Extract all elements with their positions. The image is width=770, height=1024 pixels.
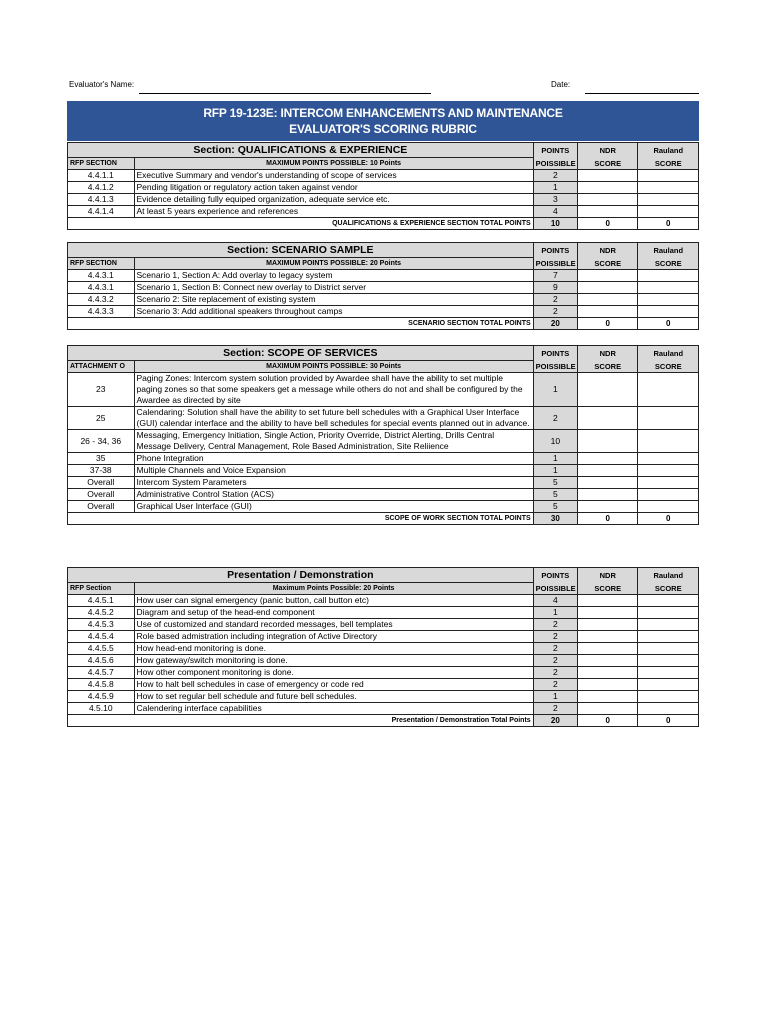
criteria-text: Calendaring: Solution shall have the ability to set future bell schedules with a Graphical User Interface (GUI) calendar interface and the ability to have bell schedules for special events planned out in advance. (134, 407, 533, 430)
points-header: POINTS (533, 568, 577, 583)
criteria-text: How user can signal emergency (panic button, call button etc) (134, 595, 533, 607)
ndr-score-cell[interactable] (578, 691, 638, 703)
date-label: Date: (551, 80, 571, 89)
rfp-section-ref: Overall (68, 501, 135, 513)
ndr-score-cell[interactable] (578, 501, 638, 513)
max-points-label: MAXIMUM POINTS POSSIBLE: 30 Points (134, 361, 533, 373)
points-possible: 2 (533, 679, 577, 691)
ndr-score-cell[interactable] (578, 306, 638, 318)
section-title: Section: SCOPE OF SERVICES (68, 346, 534, 361)
table-row (68, 407, 699, 430)
rubric-title-line1: RFP 19-123E: INTERCOM ENHANCEMENTS AND MAINTENANCE (203, 106, 563, 120)
rfp-section-ref: 37-38 (68, 465, 135, 477)
rauland-score-cell[interactable] (638, 595, 699, 607)
points-possible: 1 (533, 453, 577, 465)
rauland-score-header: SCORE (638, 158, 699, 170)
ndr-score-cell[interactable] (578, 430, 638, 453)
rauland-score-cell[interactable] (638, 294, 699, 306)
points-possible: 1 (533, 691, 577, 703)
criteria-text: Administrative Control Station (ACS) (134, 489, 533, 501)
table-row (68, 453, 699, 465)
rauland-score-cell[interactable] (638, 206, 699, 218)
ndr-total-score: 0 (578, 513, 638, 525)
table-row (68, 501, 699, 513)
criteria-text: Scenario 1, Section A: Add overlay to legacy system (134, 270, 533, 282)
ndr-score-cell[interactable] (578, 631, 638, 643)
criteria-text: How to halt bell schedules in case of emergency or code red (134, 679, 533, 691)
rauland-score-cell[interactable] (638, 619, 699, 631)
rfp-section-ref: 4.4.3.2 (68, 294, 135, 306)
points-header: POINTS (533, 243, 577, 258)
rfp-section-ref: 4.4.3.1 (68, 282, 135, 294)
rfp-section-ref: Overall (68, 489, 135, 501)
table-row (68, 489, 699, 501)
points-possible: 5 (533, 489, 577, 501)
max-points-label: MAXIMUM POINTS POSSIBLE: 10 Points (134, 158, 533, 170)
section-total-label: QUALIFICATIONS & EXPERIENCE SECTION TOTAL POINTS (68, 218, 534, 230)
evaluator-name-field[interactable] (139, 93, 431, 94)
points-possible: 1 (533, 182, 577, 194)
ndr-score-header: SCORE (578, 158, 638, 170)
rfp-section-ref: 4.4.5.3 (68, 619, 135, 631)
rubric-title-banner (67, 101, 699, 141)
first-column-header: RFP Section (68, 583, 135, 595)
possible-header: POISSIBLE (533, 361, 577, 373)
points-possible: 5 (533, 477, 577, 489)
rfp-section-ref: 23 (68, 373, 135, 407)
ndr-score-cell[interactable] (578, 607, 638, 619)
rfp-section-ref: 4.4.5.7 (68, 667, 135, 679)
rubric-title-line2: EVALUATOR'S SCORING RUBRIC (289, 122, 477, 136)
points-possible: 4 (533, 206, 577, 218)
table-row (68, 655, 699, 667)
rauland-score-cell[interactable] (638, 465, 699, 477)
possible-header: POISSIBLE (533, 258, 577, 270)
table-row (68, 373, 699, 407)
rfp-section-ref: 4.4.5.1 (68, 595, 135, 607)
criteria-text: Use of customized and standard recorded messages, bell templates (134, 619, 533, 631)
points-possible: 5 (533, 501, 577, 513)
points-possible: 2 (533, 407, 577, 430)
rauland-score-cell[interactable] (638, 194, 699, 206)
points-possible: 2 (533, 655, 577, 667)
criteria-text: At least 5 years experience and references (134, 206, 533, 218)
points-possible: 2 (533, 619, 577, 631)
ndr-score-cell[interactable] (578, 407, 638, 430)
table-row (68, 691, 699, 703)
ndr-score-cell[interactable] (578, 282, 638, 294)
criteria-text: Evidence detailing fully equiped organization, adequate service etc. (134, 194, 533, 206)
section-title: Section: SCENARIO SAMPLE (68, 243, 534, 258)
date-field[interactable] (585, 93, 699, 94)
rauland-score-cell[interactable] (638, 282, 699, 294)
ndr-score-cell[interactable] (578, 667, 638, 679)
points-possible: 1 (533, 373, 577, 407)
evaluator-name-label: Evaluator's Name: (69, 80, 135, 89)
ndr-score-cell[interactable] (578, 489, 638, 501)
rauland-score-cell[interactable] (638, 477, 699, 489)
table-row (68, 619, 699, 631)
table-row (68, 282, 699, 294)
section-title: Section: QUALIFICATIONS & EXPERIENCE (68, 143, 534, 158)
rfp-section-ref: 25 (68, 407, 135, 430)
table-row (68, 182, 699, 194)
rauland-score-cell[interactable] (638, 501, 699, 513)
ndr-score-header: SCORE (578, 583, 638, 595)
rauland-score-cell[interactable] (638, 182, 699, 194)
section-table (67, 242, 699, 330)
points-possible: 1 (533, 465, 577, 477)
table-row (68, 477, 699, 489)
rauland-total-score: 0 (638, 218, 699, 230)
points-possible: 2 (533, 667, 577, 679)
rfp-section-ref: 4.4.5.5 (68, 643, 135, 655)
points-possible: 3 (533, 194, 577, 206)
section-table (67, 345, 699, 525)
first-column-header: ATTACHMENT O (68, 361, 135, 373)
table-row (68, 465, 699, 477)
rauland-score-cell[interactable] (638, 667, 699, 679)
rfp-section-ref: 4.4.1.3 (68, 194, 135, 206)
table-row (68, 270, 699, 282)
points-possible: 10 (533, 430, 577, 453)
points-header: POINTS (533, 143, 577, 158)
ndr-score-cell[interactable] (578, 182, 638, 194)
first-column-header: RFP SECTION (68, 258, 135, 270)
rfp-section-ref: 4.4.1.1 (68, 170, 135, 182)
ndr-header: NDR (578, 346, 638, 361)
section-table (67, 142, 699, 230)
table-row (68, 430, 699, 453)
points-possible: 1 (533, 607, 577, 619)
max-points-label: Maximum Points Possible: 20 Points (134, 583, 533, 595)
rfp-section-ref: 4.4.1.2 (68, 182, 135, 194)
section-total-points: 20 (533, 715, 577, 727)
ndr-total-score: 0 (578, 715, 638, 727)
possible-header: POISSIBLE (533, 583, 577, 595)
points-possible: 2 (533, 170, 577, 182)
criteria-text: Pending litigation or regulatory action taken against vendor (134, 182, 533, 194)
rauland-header: Rauland (638, 568, 699, 583)
criteria-text: Role based admistration including integration of Active Directory (134, 631, 533, 643)
rauland-score-cell[interactable] (638, 691, 699, 703)
rfp-section-ref: Overall (68, 477, 135, 489)
criteria-text: Scenario 1, Section B: Connect new overlay to District server (134, 282, 533, 294)
ndr-total-score: 0 (578, 218, 638, 230)
table-row (68, 170, 699, 182)
criteria-text: Executive Summary and vendor's understanding of scope of services (134, 170, 533, 182)
rauland-score-cell[interactable] (638, 430, 699, 453)
table-row (68, 703, 699, 715)
rauland-score-header: SCORE (638, 583, 699, 595)
criteria-text: Messaging, Emergency Initiation, Single Action, Priority Override, District Alerting, Drills Central Message Delivery, Central Management, Role Based Administration, Site Reliience (134, 430, 533, 453)
ndr-score-cell[interactable] (578, 170, 638, 182)
rauland-score-cell[interactable] (638, 407, 699, 430)
points-possible: 7 (533, 270, 577, 282)
rauland-score-header: SCORE (638, 361, 699, 373)
points-possible: 2 (533, 631, 577, 643)
table-row (68, 194, 699, 206)
criteria-text: How head-end monitoring is done. (134, 643, 533, 655)
rauland-score-cell[interactable] (638, 607, 699, 619)
rfp-section-ref: 4.4.3.1 (68, 270, 135, 282)
first-column-header: RFP SECTION (68, 158, 135, 170)
rauland-header: Rauland (638, 143, 699, 158)
rauland-score-cell[interactable] (638, 270, 699, 282)
section-total-points: 10 (533, 218, 577, 230)
rauland-total-score: 0 (638, 715, 699, 727)
table-row (68, 294, 699, 306)
rauland-header: Rauland (638, 243, 699, 258)
criteria-text: Scenario 3: Add additional speakers throughout camps (134, 306, 533, 318)
points-possible: 2 (533, 643, 577, 655)
rauland-score-cell[interactable] (638, 489, 699, 501)
table-row (68, 667, 699, 679)
rauland-score-header: SCORE (638, 258, 699, 270)
ndr-score-cell[interactable] (578, 679, 638, 691)
section-total-label: SCOPE OF WORK SECTION TOTAL POINTS (68, 513, 534, 525)
rfp-section-ref: 4.5.10 (68, 703, 135, 715)
table-row (68, 595, 699, 607)
ndr-score-cell[interactable] (578, 595, 638, 607)
table-row (68, 607, 699, 619)
rfp-section-ref: 26 - 34, 36 (68, 430, 135, 453)
rauland-score-cell[interactable] (638, 655, 699, 667)
criteria-text: How to set regular bell schedule and future bell schedules. (134, 691, 533, 703)
criteria-text: Calendering interface capabilities (134, 703, 533, 715)
ndr-score-cell[interactable] (578, 619, 638, 631)
ndr-header: NDR (578, 143, 638, 158)
rauland-score-cell[interactable] (638, 631, 699, 643)
rauland-total-score: 0 (638, 513, 699, 525)
criteria-text: Multiple Channels and Voice Expansion (134, 465, 533, 477)
rauland-total-score: 0 (638, 318, 699, 330)
criteria-text: Diagram and setup of the head-end component (134, 607, 533, 619)
ndr-score-cell[interactable] (578, 194, 638, 206)
ndr-header: NDR (578, 243, 638, 258)
ndr-score-header: SCORE (578, 361, 638, 373)
section-total-label: Presentation / Demonstration Total Points (68, 715, 534, 727)
ndr-score-cell[interactable] (578, 294, 638, 306)
ndr-score-cell[interactable] (578, 206, 638, 218)
ndr-score-cell[interactable] (578, 655, 638, 667)
points-header: POINTS (533, 346, 577, 361)
criteria-text: How other component monitoring is done. (134, 667, 533, 679)
rauland-header: Rauland (638, 346, 699, 361)
ndr-total-score: 0 (578, 318, 638, 330)
rfp-section-ref: 4.4.5.6 (68, 655, 135, 667)
ndr-header: NDR (578, 568, 638, 583)
rauland-score-cell[interactable] (638, 643, 699, 655)
rfp-section-ref: 4.4.5.2 (68, 607, 135, 619)
ndr-score-cell[interactable] (578, 465, 638, 477)
ndr-score-cell[interactable] (578, 453, 638, 465)
criteria-text: Intercom System Parameters (134, 477, 533, 489)
criteria-text: Scenario 2: Site replacement of existing system (134, 294, 533, 306)
criteria-text: Graphical User Interface (GUI) (134, 501, 533, 513)
table-row (68, 643, 699, 655)
points-possible: 2 (533, 294, 577, 306)
rauland-score-cell[interactable] (638, 679, 699, 691)
rfp-section-ref: 4.4.1.4 (68, 206, 135, 218)
table-row (68, 206, 699, 218)
ndr-score-cell[interactable] (578, 703, 638, 715)
table-row (68, 306, 699, 318)
ndr-score-header: SCORE (578, 258, 638, 270)
table-row (68, 631, 699, 643)
rauland-score-cell[interactable] (638, 703, 699, 715)
rfp-section-ref: 4.4.5.8 (68, 679, 135, 691)
rauland-score-cell[interactable] (638, 306, 699, 318)
rauland-score-cell[interactable] (638, 453, 699, 465)
ndr-score-cell[interactable] (578, 270, 638, 282)
criteria-text: Paging Zones: Intercom system solution provided by Awardee shall have the ability to set multiple paging zones so that some speakers get a message while others do not and shall be configured by the Awardee as directed by site (134, 373, 533, 407)
points-possible: 4 (533, 595, 577, 607)
ndr-score-cell[interactable] (578, 373, 638, 407)
section-title: Presentation / Demonstration (68, 568, 534, 583)
rfp-section-ref: 4.4.5.9 (68, 691, 135, 703)
rfp-section-ref: 4.4.5.4 (68, 631, 135, 643)
table-row (68, 679, 699, 691)
section-total-label: SCENARIO SECTION TOTAL POINTS (68, 318, 534, 330)
section-total-points: 30 (533, 513, 577, 525)
rfp-section-ref: 4.4.3.3 (68, 306, 135, 318)
ndr-score-cell[interactable] (578, 643, 638, 655)
rauland-score-cell[interactable] (638, 170, 699, 182)
section-total-points: 20 (533, 318, 577, 330)
possible-header: POISSIBLE (533, 158, 577, 170)
ndr-score-cell[interactable] (578, 477, 638, 489)
criteria-text: Phone Integration (134, 453, 533, 465)
rfp-section-ref: 35 (68, 453, 135, 465)
points-possible: 2 (533, 306, 577, 318)
rauland-score-cell[interactable] (638, 373, 699, 407)
section-table (67, 567, 699, 727)
criteria-text: How gateway/switch monitoring is done. (134, 655, 533, 667)
points-possible: 9 (533, 282, 577, 294)
max-points-label: MAXIMUM POINTS POSSIBLE: 20 Points (134, 258, 533, 270)
points-possible: 2 (533, 703, 577, 715)
